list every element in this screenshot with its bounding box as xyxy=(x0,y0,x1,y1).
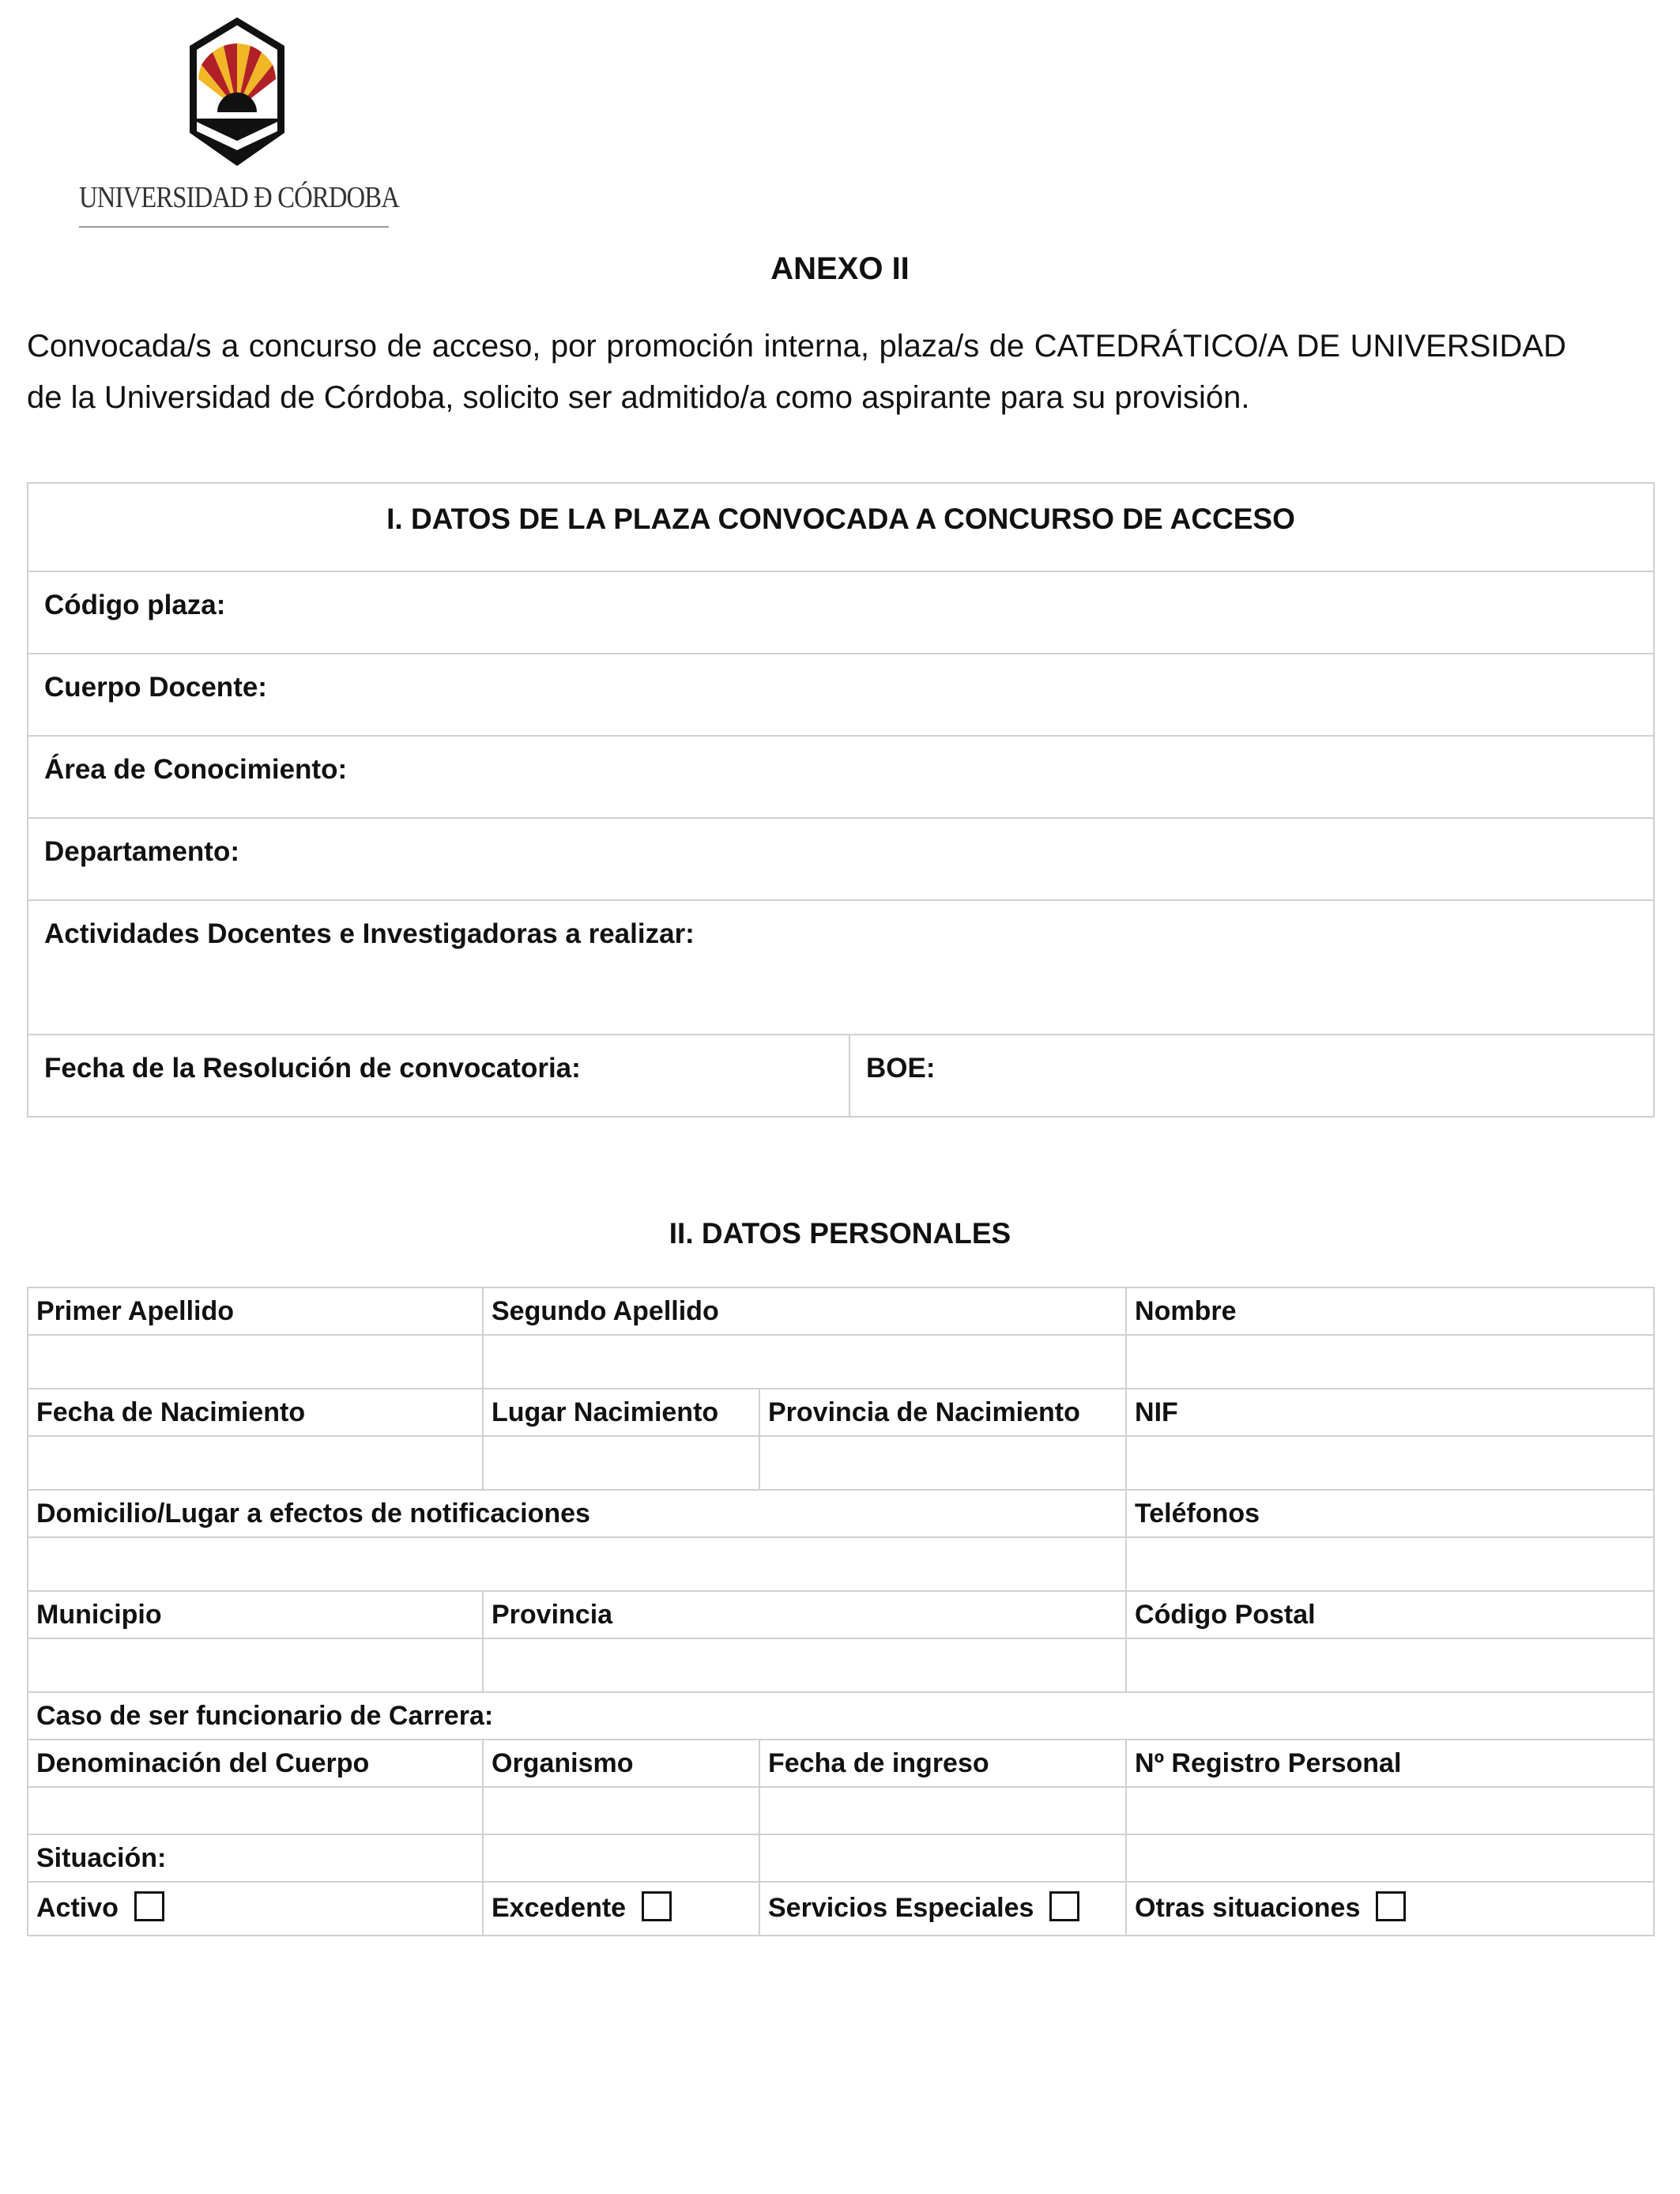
otras-situaciones-label: Otras situaciones xyxy=(1135,1892,1361,1923)
otras-situaciones-checkbox[interactable] xyxy=(1376,1891,1406,1921)
telefonos-input[interactable] xyxy=(1126,1537,1654,1591)
servicios-especiales-option xyxy=(759,1882,1126,1936)
lugar-nacimiento-label: Lugar Nacimiento xyxy=(483,1389,759,1436)
activo-option xyxy=(28,1882,483,1936)
codigo-plaza-field[interactable]: Código plaza: xyxy=(28,571,1654,654)
section2-title: II. DATOS PERSONALES xyxy=(669,1217,1011,1250)
excedente-label: Excedente xyxy=(492,1892,627,1923)
area-conocimiento-field[interactable]: Área de Conocimiento: xyxy=(28,736,1654,818)
funcionario-carrera-label: Caso de ser funcionario de Carrera: xyxy=(28,1692,1654,1740)
organismo-input[interactable] xyxy=(483,1787,759,1834)
telefonos-label: Teléfonos xyxy=(1126,1490,1654,1537)
cuerpo-docente-field[interactable]: Cuerpo Docente: xyxy=(28,654,1654,736)
actividades-field[interactable]: Actividades Docentes e Investigadoras a realizar: xyxy=(28,900,1654,1035)
municipio-input[interactable] xyxy=(28,1638,483,1692)
situacion-empty-cell xyxy=(1126,1834,1654,1882)
nombre-input[interactable] xyxy=(1126,1335,1654,1389)
denominacion-cuerpo-label: Denominación del Cuerpo xyxy=(28,1740,483,1787)
intro-paragraph: Convocada/s a concurso de acceso, por promoción interna, plaza/s de CATEDRÁTICO/A DE UNIVERSIDAD de la Universidad de Córdoba, solicito ser admitido/a como aspirante para su provisión. xyxy=(27,329,1566,415)
university-logo xyxy=(79,16,399,229)
codigo-postal-input[interactable] xyxy=(1126,1638,1654,1692)
denominacion-cuerpo-input[interactable] xyxy=(28,1787,483,1834)
segundo-apellido-input[interactable] xyxy=(483,1335,1126,1389)
logo-underline xyxy=(79,226,389,228)
nombre-label: Nombre xyxy=(1126,1287,1654,1335)
plaza-data-table xyxy=(27,482,1655,1118)
provincia-nacimiento-label: Provincia de Nacimiento xyxy=(759,1389,1126,1436)
university-crest-icon xyxy=(178,16,296,174)
segundo-apellido-label: Segundo Apellido xyxy=(483,1287,1126,1335)
section1-title: I. DATOS DE LA PLAZA CONVOCADA A CONCURSO DE ACCESO xyxy=(28,483,1654,571)
codigo-postal-label: Código Postal xyxy=(1126,1591,1654,1638)
fecha-nacimiento-input[interactable] xyxy=(28,1436,483,1490)
activo-label: Activo xyxy=(36,1892,119,1923)
domicilio-label: Domicilio/Lugar a efectos de notificaciones xyxy=(28,1490,1126,1537)
primer-apellido-input[interactable] xyxy=(28,1335,483,1389)
provincia-label: Provincia xyxy=(483,1591,1126,1638)
excedente-checkbox[interactable] xyxy=(642,1891,672,1921)
otras-situaciones-option xyxy=(1126,1882,1654,1936)
lugar-nacimiento-input[interactable] xyxy=(483,1436,759,1490)
provincia-nacimiento-input[interactable] xyxy=(759,1436,1126,1490)
situacion-empty-cell xyxy=(759,1834,1126,1882)
nif-label: NIF xyxy=(1126,1389,1654,1436)
servicios-especiales-checkbox[interactable] xyxy=(1049,1891,1079,1921)
servicios-especiales-label: Servicios Especiales xyxy=(768,1892,1034,1923)
situacion-empty-cell xyxy=(483,1834,759,1882)
nif-input[interactable] xyxy=(1126,1436,1654,1490)
registro-personal-label: Nº Registro Personal xyxy=(1126,1740,1654,1787)
fecha-ingreso-input[interactable] xyxy=(759,1787,1126,1834)
boe-field[interactable]: BOE: xyxy=(849,1035,1654,1117)
provincia-input[interactable] xyxy=(483,1638,1126,1692)
activo-checkbox[interactable] xyxy=(134,1891,164,1921)
fecha-ingreso-label: Fecha de ingreso xyxy=(759,1740,1126,1787)
departamento-field[interactable]: Departamento: xyxy=(28,818,1654,900)
personal-data-table xyxy=(27,1287,1655,1936)
university-name: UNIVERSIDAD Đ CÓRDOBA xyxy=(79,181,399,214)
excedente-option xyxy=(483,1882,759,1936)
situacion-label: Situación: xyxy=(28,1834,483,1882)
page-title: ANEXO II xyxy=(770,251,910,286)
fecha-resolucion-field[interactable]: Fecha de la Resolución de convocatoria: xyxy=(28,1035,849,1117)
domicilio-input[interactable] xyxy=(28,1537,1126,1591)
fecha-nacimiento-label: Fecha de Nacimiento xyxy=(28,1389,483,1436)
registro-personal-input[interactable] xyxy=(1126,1787,1654,1834)
organismo-label: Organismo xyxy=(483,1740,759,1787)
municipio-label: Municipio xyxy=(28,1591,483,1638)
primer-apellido-label: Primer Apellido xyxy=(28,1287,483,1335)
